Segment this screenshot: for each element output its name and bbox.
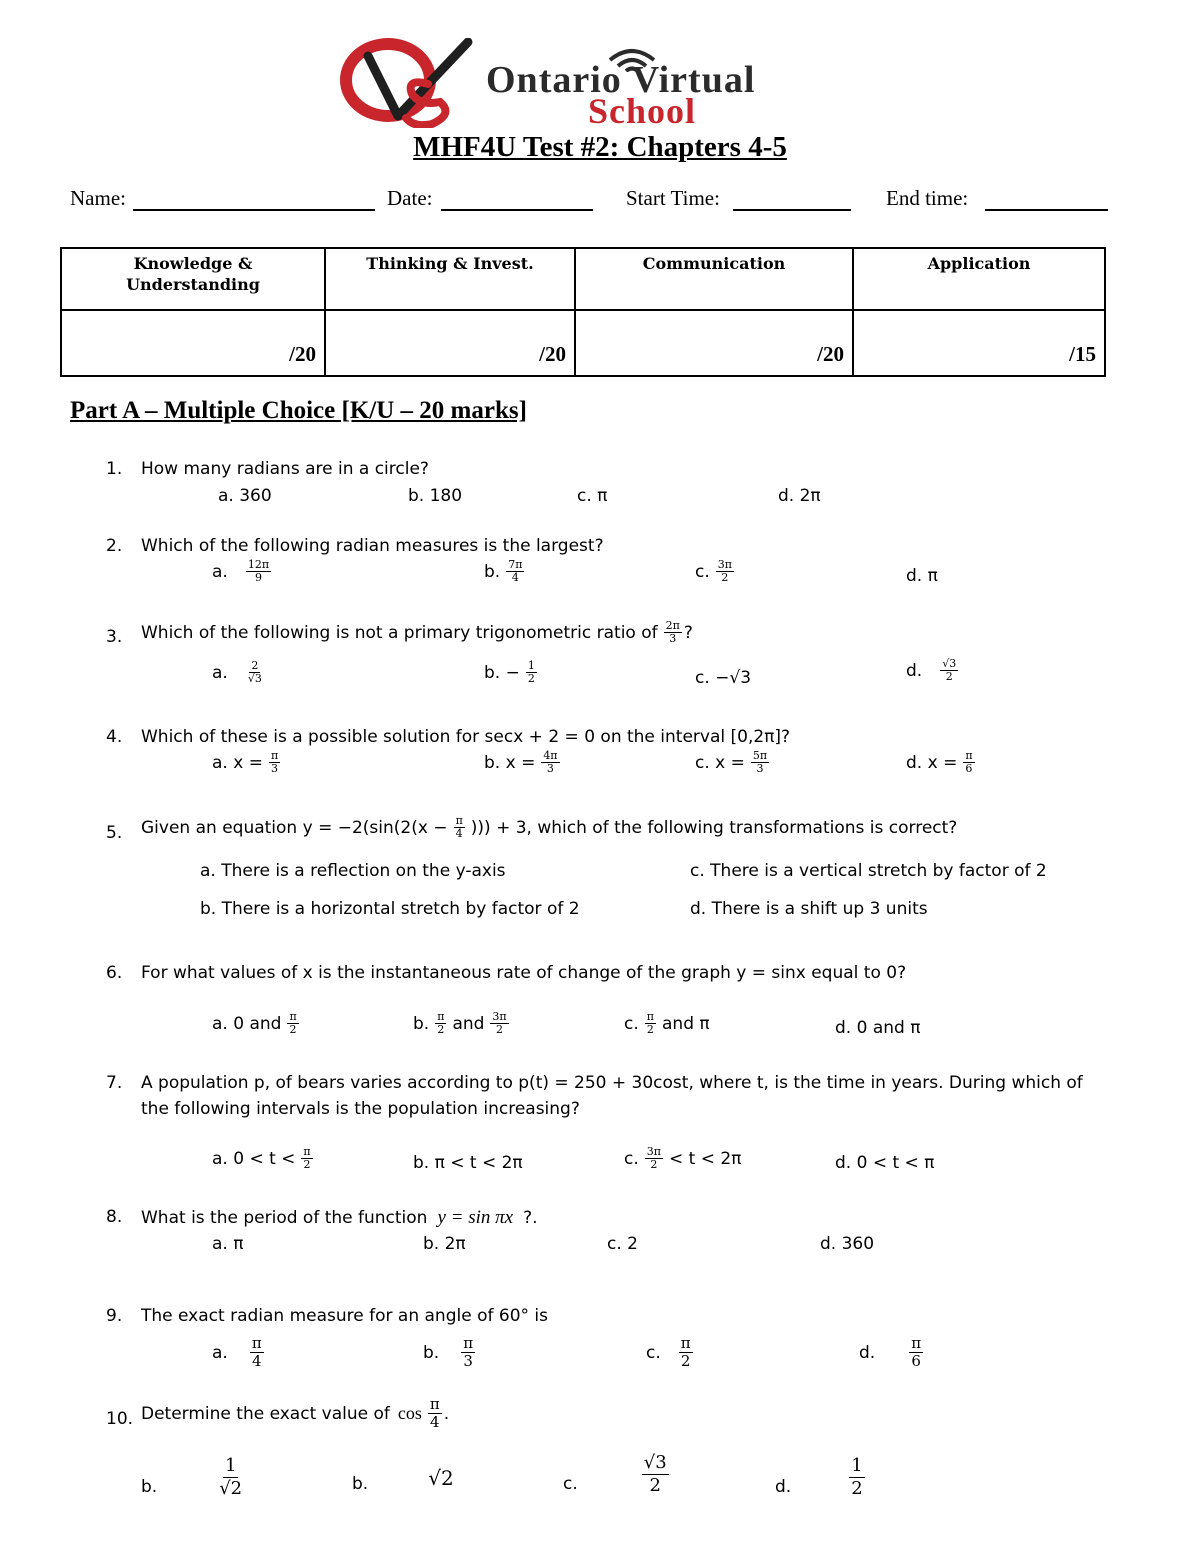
q1-option-d[interactable]: d. 2π <box>778 486 821 506</box>
q3-option-a[interactable]: a. $\frac{2}{√3}$ <box>212 659 262 685</box>
q3-option-c[interactable]: c. −√3 <box>695 668 752 688</box>
q1-option-b[interactable]: b. 180 <box>408 486 463 506</box>
q1-number: 1. <box>106 459 123 479</box>
q10-option-c[interactable]: c. $\frac{√3}{2}$ <box>563 1452 667 1496</box>
q7-option-a[interactable]: a. 0 < t < $\frac{\pi}{2}$ <box>212 1145 311 1171</box>
q5-option-b[interactable]: b. There is a horizontal stretch by factor of 2 <box>200 899 580 919</box>
q7-option-c[interactable]: c. $\frac{3\pi}{2}$ < t < 2π <box>624 1145 742 1171</box>
q9-option-d[interactable]: d. $\frac{\pi}{6}$ <box>859 1334 922 1370</box>
q5-number: 5. <box>106 823 123 843</box>
marks-score-row <box>61 310 1105 376</box>
q9-option-b[interactable]: b. $\frac{\pi}{3}$ <box>423 1334 474 1370</box>
q2-option-b[interactable]: b. $\frac{7\pi}{4}$ <box>484 558 523 584</box>
q1-option-c[interactable]: c. π <box>577 486 608 506</box>
header-knowledge: Knowledge & Understanding <box>61 248 325 310</box>
end-time-field[interactable] <box>985 209 1108 211</box>
q8-option-b[interactable]: b. 2π <box>423 1234 466 1254</box>
q4-option-d[interactable]: d. x = $\frac{\pi}{6}$ <box>906 749 973 775</box>
q8-option-a[interactable]: a. π <box>212 1234 244 1254</box>
q1-option-a[interactable]: a. 360 <box>218 486 272 506</box>
school-logo <box>340 38 870 131</box>
q3-option-b[interactable]: b. − $\frac{1}{2}$ <box>484 659 535 685</box>
q10-option-d[interactable]: d. $\frac{1}{2}$ <box>775 1455 863 1499</box>
q3-text: Which of the following is not a primary trigonometric ratio of $\frac{2\pi}{3}$ ? <box>141 619 693 645</box>
q4-option-c[interactable]: c. x = $\frac{5\pi}{3}$ <box>695 749 768 775</box>
score-knowledge[interactable]: /20 <box>61 310 325 376</box>
q9-option-a[interactable]: a. $\frac{\pi}{4}$ <box>212 1334 262 1370</box>
ovs-logo-icon <box>340 38 480 128</box>
q6-option-d[interactable]: d. 0 and π <box>835 1018 921 1038</box>
header-application: Application <box>853 248 1105 310</box>
q4-number: 4. <box>106 727 123 747</box>
q10-option-a[interactable]: b. $\frac{1}{√2}$ <box>141 1455 243 1499</box>
q4-text: Which of these is a possible solution for secx + 2 = 0 on the interval [0,2π]? <box>141 727 791 747</box>
score-communication[interactable]: /20 <box>575 310 853 376</box>
q6-text: For what values of x is the instantaneous rate of change of the graph y = sinx equal to 0? <box>141 963 907 983</box>
q4-option-b[interactable]: b. x = $\frac{4\pi}{3}$ <box>484 749 558 775</box>
q1-text: How many radians are in a circle? <box>141 459 429 479</box>
q2-option-c[interactable]: c. $\frac{3\pi}{2}$ <box>695 558 732 584</box>
q2-option-a[interactable]: a. $\frac{12\pi}{9}$ <box>212 558 270 584</box>
name-label: Name: <box>70 186 126 210</box>
q6-option-b[interactable]: b. $\frac{\pi}{2}$ and $\frac{3\pi}{2}$ <box>413 1010 507 1036</box>
q4-option-a[interactable]: a. x = $\frac{\pi}{3}$ <box>212 749 279 775</box>
q6-option-a[interactable]: a. 0 and $\frac{\pi}{2}$ <box>212 1010 297 1036</box>
q7-number: 7. <box>106 1073 123 1093</box>
q5-option-a[interactable]: a. There is a reflection on the y-axis <box>200 861 506 881</box>
part-a-title: Part A – Multiple Choice [K/U – 20 marks] <box>70 397 527 424</box>
q9-option-c[interactable]: c. $\frac{\pi}{2}$ <box>646 1334 691 1370</box>
score-thinking[interactable]: /20 <box>325 310 575 376</box>
header-communication: Communication <box>575 248 853 310</box>
q2-option-d[interactable]: d. π <box>906 566 938 586</box>
q10-option-b[interactable]: b. √2 <box>352 1466 454 1494</box>
q8-text: What is the period of the function y = sin πx ?. <box>141 1207 538 1228</box>
q8-option-d[interactable]: d. 360 <box>820 1234 875 1254</box>
q5-option-c[interactable]: c. There is a vertical stretch by factor of 2 <box>690 861 1047 881</box>
marks-table <box>60 247 1106 377</box>
q3-number: 3. <box>106 627 123 647</box>
q8-option-c[interactable]: c. 2 <box>607 1234 638 1254</box>
q3-option-d[interactable]: d. $\frac{√3}{2}$ <box>906 657 957 683</box>
score-application[interactable]: /15 <box>853 310 1105 376</box>
q10-number: 10. <box>106 1409 134 1429</box>
logo-text-line2: School <box>588 91 697 131</box>
logo-text-line1: Ontario Virtual <box>486 59 756 101</box>
q5-option-d[interactable]: d. There is a shift up 3 units <box>690 899 928 919</box>
q7-text-line1: A population p, of bears varies according to p(t) = 250 + 30cost, where t, is the time in years. During which of <box>141 1073 1083 1093</box>
test-title: MHF4U Test #2: Chapters 4-5 <box>413 131 787 163</box>
q5-text: Given an equation y = −2(sin(2(x − $\frac{\pi}{4}$ ))) + 3, which of the following transformations is correct? <box>141 814 958 840</box>
q8-number: 8. <box>106 1207 123 1227</box>
q9-text: The exact radian measure for an angle of 60° is <box>141 1306 548 1326</box>
marks-header-row <box>61 248 1105 310</box>
q10-text: Determine the exact value of cos $\frac{\pi}{4}$ . <box>141 1395 450 1431</box>
date-label: Date: <box>387 186 433 210</box>
q7-option-d[interactable]: d. 0 < t < π <box>835 1153 935 1173</box>
q2-text: Which of the following radian measures is the largest? <box>141 536 604 556</box>
q9-number: 9. <box>106 1306 123 1326</box>
start-time-label: Start Time: <box>626 186 720 210</box>
end-time-label: End time: <box>886 186 969 210</box>
q6-number: 6. <box>106 963 123 983</box>
date-field[interactable] <box>441 209 593 211</box>
header-thinking: Thinking & Invest. <box>325 248 575 310</box>
name-field[interactable] <box>133 209 375 211</box>
q2-number: 2. <box>106 536 123 556</box>
q7-text-line2: the following intervals is the population increasing? <box>141 1099 580 1119</box>
q6-option-c[interactable]: c. $\frac{\pi}{2}$ and π <box>624 1010 710 1036</box>
start-time-field[interactable] <box>733 209 851 211</box>
q7-option-b[interactable]: b. π < t < 2π <box>413 1153 523 1173</box>
